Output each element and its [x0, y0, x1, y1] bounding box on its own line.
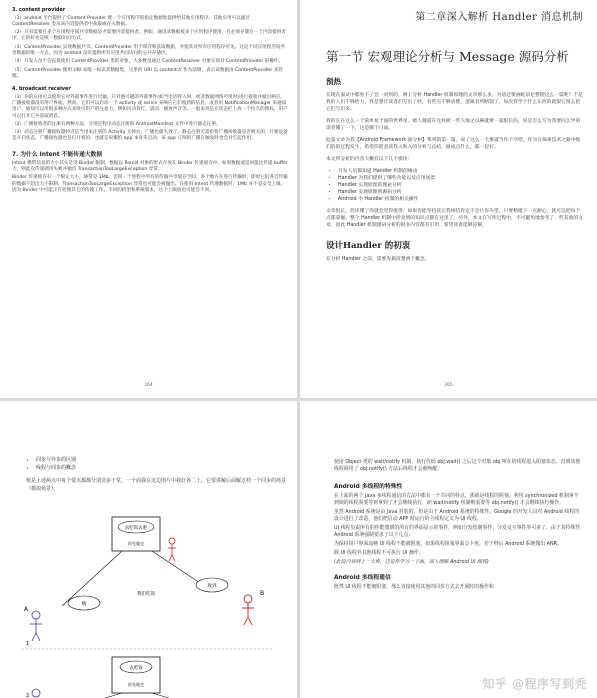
label-2: 2 — [26, 693, 30, 698]
page-264 — [0, 0, 297, 398]
concept-list — [36, 457, 287, 472]
wait-notify-para: 使用 Object 类的 wait/notify 机制，执行代码 obj.wait() 之后这个对象 obj 所在的线程进入阻塞状态，直到其他线程调用了 obj.notify() 方法后线程才会被唤醒。 — [334, 459, 581, 472]
list-item: • Handler 实现原理的源码分析 — [338, 189, 583, 196]
label-a: A — [24, 606, 29, 613]
list-item: • 开发人员都知道 Handler 机制的缘由 — [338, 168, 583, 175]
zhihu-watermark: 知乎 @程序写到秃 — [482, 677, 587, 691]
page-265 — [300, 0, 597, 398]
list-item: • Handler 实现原理的理论分析 — [338, 182, 583, 189]
module-list — [338, 168, 583, 203]
multi-heading: Android 多线程的特殊性 — [334, 484, 403, 490]
s4-para: （1）你的应用可以使用它对外部事件进行过滤，只对感兴趣的外部事件(如当电话呼入时，或者数据网络可用时)进行接收并做出响应。广播接收器没有用户界面。然而，它们可以启动一个 activity 或 serice 来响应它们收到的信息，或者用 NotificationManager 来通知用户。通知可以用很多种方式来吸引用户的注意力，例如闪动背灯、震动、播放声音等。一般来说是在状态栏上放一个持久的图标，用户可以打开它并获取消息。 — [12, 94, 288, 119]
comm-para: 既然 UI 线程不能被阻塞，那么直接使用其他的同步方式去开展时的操作和 — [334, 584, 494, 590]
list-item: • Android 中 Handler 机制的相关操作 — [338, 196, 583, 203]
preface-para: 此篇文章为我【Android Framework 面分析】系列的第一篇。说了这么一大堆就当作个序吧。作为在探索技术之路中他们的的过程发生，希望你愿意读我入和入的分析与总结，做成点什么，都一起好。 — [326, 138, 581, 150]
multi-para: 虽然 Android 系统是由 Java 封装的，但是由于 Android 系统的特殊性，Google 的开发人员对 Android 线程的设计进行了改造，他们把启动 APP 时运行的主线程定义为 UI 线程。 — [334, 509, 580, 522]
design-para: 在分析 Handler 之前，需要先搞清楚两个概念。 — [326, 257, 430, 262]
person-a2-icon — [32, 689, 40, 697]
mid-text: 我们吃饭 — [137, 592, 155, 597]
sync-scene-diagram — [22, 511, 272, 698]
multi-para: 在上面的两个 Java 多线程通信的方法中都有一个共同的特点，那就是线程的阻塞。利用 synchronized 机制拿不到锁的线程需要等到拿到了才会继续执行，而 wait/notify 机制则需要等 obj.notify() 才会继续执行操作。 — [334, 493, 579, 506]
person-b-icon — [244, 595, 252, 603]
section-title: 第一节 宏观理论分析与 Message 源码分析 — [326, 49, 569, 64]
chapter-title: 第二章深入解析 Handler 消息机制 — [415, 12, 583, 23]
s3-title: 3. content provider — [12, 7, 66, 13]
page-266 — [0, 401, 297, 698]
scene-para: 便是上述两点中每个要点都都分别非多于常，一个面我在这边图片中我好各二上，它要讲解后面解这样一个同步的场景（模拟场景）。 — [26, 478, 287, 492]
preface-para: 在现在面试中都免不了会一问到的，网上分析 Handler 机制原理的文章那么多，为啥还要画蛇添足整理这么一篇呢？不是我的人们不够给力，我是想让读者们写出了经，有些点不够清楚，逻辑有所断裂了，每次我学个什么东西的就很它很么把它们写出来。 — [326, 93, 583, 112]
top-sub: 你先做完 — [128, 541, 144, 546]
top-text: 去吃饭去吧 — [124, 526, 148, 531]
s7-body — [12, 161, 289, 194]
s3-para: （2）只有需要在多个应用程序间共享数据是才需要内容提供者。例如，通讯录数据被多个应用程序使用，且必须存储在一个内容提供者中。它的好处是统一数据访问方式。 — [12, 30, 286, 42]
preface-para: 文章很长，但读懂了你就会觉得值得，如果你能坚持读完我相信肯定不会让你失望。只要稍微下一点耐心，就可以把每个点都掌握。整个 Handler 机制中涉及到的知识点都在这里了。另外，本文在写作过程中，不可避免地参考了一些其他的文章，因此 Handler 机制源码分析的很多内容都有引用，希望读者能够谅解。 — [326, 209, 583, 228]
comm-heading: Android 多线程通信 — [334, 575, 391, 581]
multi-para: UI 线程负责所有的你能想到的所有的界面显示的事件，例如分发绘制事件，分发交互事件等可多了，由于其特殊性 Android 系统强制要求了以下几点： — [334, 525, 581, 538]
label-1: 1 — [26, 641, 30, 647]
page-number: 265 — [444, 383, 453, 388]
label-b: B — [260, 590, 265, 597]
s3-body — [12, 16, 289, 81]
design-heading: 设计Handler 的初衷 — [326, 241, 411, 251]
list-item: • 线程与同步的概念 — [36, 465, 287, 473]
person-a-icon — [32, 611, 40, 619]
page-number: 264 — [144, 383, 153, 388]
bubble-right-text: 收到 — [207, 584, 217, 589]
s3-para: （5）ContentProvider 使用 URI 来唯一标识其数据集，这里的 URI 以 content:// 作为前缀，表示该数据由 ContentProvider 来管理。 — [12, 67, 283, 79]
s4-para: （3）动态注册广播接收器特点是当用来注册的 Activity 关掉后，广播也就失效了。静态注册无需担忧广播接收器是否被关闭，只要设备是开启状态，广播接收器也是打开着的。也就是说哪怕 app 本身未启动，该 app 订阅的广播在触发时也会对它起作用。 — [12, 130, 288, 142]
preface-heading: 预热 — [326, 77, 341, 86]
list-item: • Handler 为我们提供了哪些功能以及应用场景 — [338, 175, 583, 182]
s4-title: 4. broadcast receiver — [12, 86, 71, 93]
multi-para: 除 UI 线程外其他线程不可执行 UI 操作。 — [334, 550, 424, 556]
page-267 — [300, 401, 597, 698]
bottom-sub: 你先做完 — [128, 682, 144, 687]
s4-para: （2）广播接收者的注册有两种方法，分别是程序动态注册和 AndroidManifest 文件中进行静态注册。 — [12, 121, 221, 127]
multi-note: (此段内容网上一大堆，还是你学习一下面，深入理解 Android UI 线程) — [334, 559, 489, 565]
preface-intro: 本文所分析的内容大概有以下几个模块： — [326, 157, 413, 162]
s7-title: 7. 为什么 Intent 不能传递大数据 — [12, 151, 103, 158]
person-head-icon — [169, 538, 175, 544]
s7-para: Intent 携带信息的大小其实是受 Binder 限制。数据以 Parcel 对象的形式存放在 Binder 传递缓存中。如果数据或返回值比传递 buffer 大，则此次传递调用失败并抛出 TransactionTooLargeException 异常。 — [12, 160, 288, 173]
bubble-left-text: 嗨 — [81, 602, 87, 607]
s3-para: （4）开发人员不会直接使用 ContentProvider 类的对象，大多数是通过 ContentResolver 对象实现对 ContentProvider 的操作。 — [12, 59, 284, 65]
bottom-text: 去吃饭 — [129, 666, 143, 671]
multi-para: 为保持用户界面流畅 UI 线程不能被阻塞，如果线程阻塞界面会卡死，若干秒后 Android 系统抛出 ANR。 — [334, 541, 562, 547]
preface-para: 我的长在这么一个简单易于面的世界里，被人嗤道在这样被一些人嗤之以鼻就像一篇很长的，说是怎么写为我要问么学的读者懂了一下，这是哪个门面。 — [326, 119, 581, 131]
s3-para: （1）android 平台提供了 Content Provider 使一个应用程序的指定数据集提供给其他应用程序。其他应用可以通过 ContentResolver 类从该内容提供者中获取或存入数据。 — [12, 15, 250, 27]
s3-para: （3）ContentProvider 实现数据共享。ContentProvider 用于保存和获取数据，并使其对所有应用程序可见。这是不同应用程序间共享数据的唯一方式，因为 android 没有提供所有应用共同访问的公共存储区。 — [12, 44, 286, 56]
list-item: • 同步与异步的区别 — [36, 457, 287, 465]
s4-body — [12, 95, 289, 143]
s7-para: Binder 传递缓存有一个限定大小，通常是 1Mb。但同一个进程中所有的传输共享缓存空间。多个地方在进行传输时，即时它们各自传输的数据不超出大小限制，TransactionTooLargeException 异常也可能会被抛出。在使用 Intent 传递数据时，1Mb 并不是安全上限。因为 Binder 中可能正在处理其它的传输工作。不同的机型和系统版本，这个上限值也可能会不同。 — [12, 175, 288, 193]
